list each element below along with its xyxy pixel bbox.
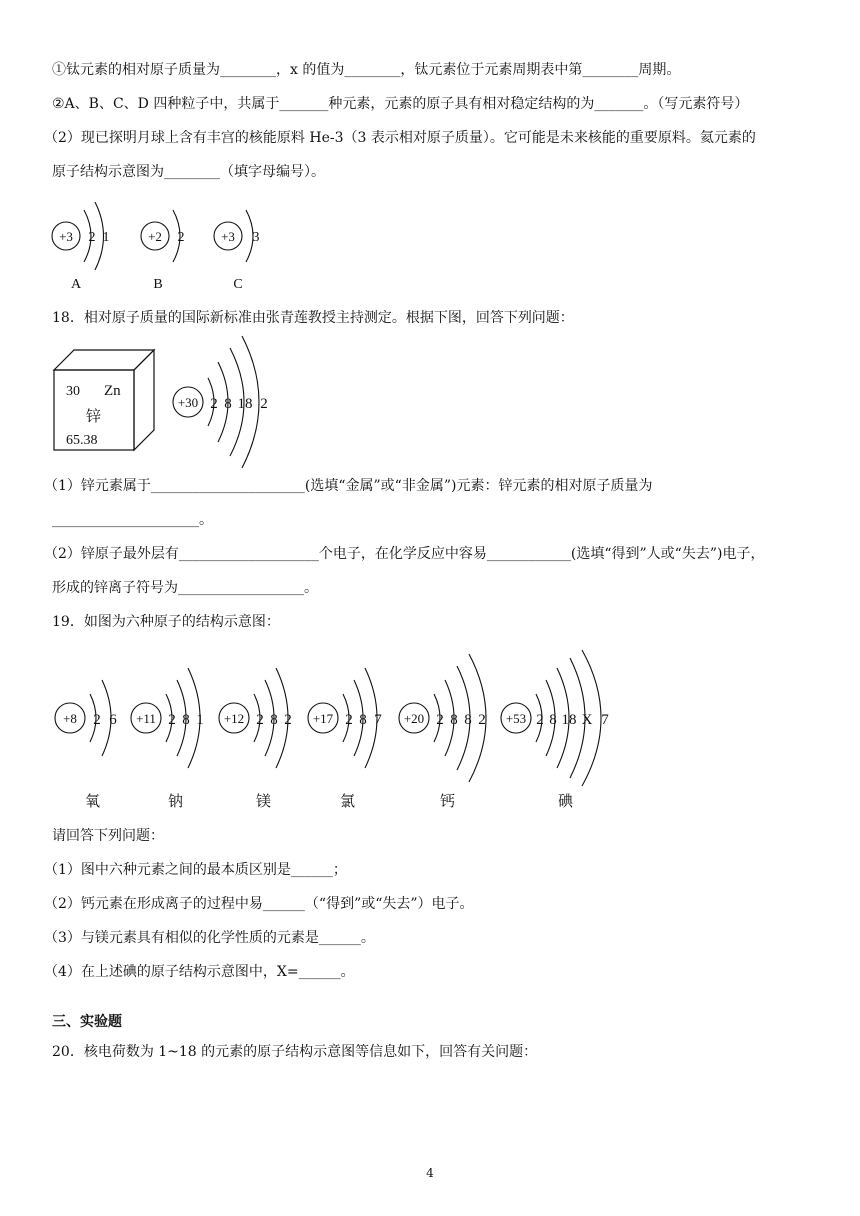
iodine-shell-2: 8 bbox=[549, 712, 557, 728]
he3-question-line: （2）现已探明月球上含有丰宫的核能原料 He-3（3 表示相对原子质量）。它可能是未来核能的重要原料。氦元素的 bbox=[44, 130, 756, 146]
sodium-shell-1: 2 bbox=[168, 712, 176, 728]
option-c-nucleus: +3 bbox=[221, 229, 235, 244]
calcium-nucleus: +20 bbox=[403, 711, 425, 726]
option-a-shell-2: 1 bbox=[102, 230, 110, 245]
question-18-part-1: （1）锌元素属于______________________(选填“金属”或“非金属”)元素：锌元素的相对原子质量为 bbox=[44, 478, 653, 494]
iodine-shell-5: 7 bbox=[601, 712, 609, 728]
six-atoms-figure bbox=[50, 648, 630, 788]
option-c-shell-1: 3 bbox=[252, 230, 260, 245]
oxygen-shell-1: 2 bbox=[93, 712, 101, 728]
question-19-stem: 19．如图为六种原子的结构示意图： bbox=[52, 614, 280, 630]
magnesium-label: 镁 bbox=[256, 792, 272, 810]
question-19-intro: 请回答下列问题： bbox=[52, 828, 164, 844]
he3-question-line-2: 原子结构示意图为________（填字母编号）。 bbox=[52, 164, 325, 180]
oxygen-label: 氧 bbox=[85, 792, 101, 810]
iodine-atom-diagram bbox=[501, 650, 609, 786]
sodium-shell-3: 1 bbox=[196, 712, 204, 728]
question-18-part-2: （2）锌原子最外层有____________________个电子，在化学反应中容易____________(选填“得到”人或“失去”)电子， bbox=[44, 546, 765, 562]
option-b-shell-1: 2 bbox=[177, 230, 185, 245]
sodium-nucleus: +11 bbox=[136, 711, 156, 726]
iodine-nucleus: +53 bbox=[505, 711, 527, 726]
calcium-shell-2: 8 bbox=[450, 712, 458, 728]
oxygen-shell-2: 6 bbox=[109, 712, 117, 728]
zinc-shell-1: 2 bbox=[210, 396, 218, 412]
chlorine-label: 氯 bbox=[340, 792, 356, 810]
section-heading-experiment: 三、实验题 bbox=[52, 1014, 122, 1030]
magnesium-shell-2: 8 bbox=[270, 712, 278, 728]
iodine-shell-4: X bbox=[581, 712, 593, 728]
zinc-name: 锌 bbox=[86, 409, 102, 425]
sodium-atom-diagram bbox=[131, 668, 204, 768]
zinc-atom-diagram bbox=[168, 332, 278, 472]
calcium-shell-1: 2 bbox=[436, 712, 444, 728]
sodium-label: 钠 bbox=[168, 792, 184, 810]
option-b-letter: B bbox=[153, 277, 163, 292]
magnesium-shell-1: 2 bbox=[256, 712, 264, 728]
option-a-letter: A bbox=[70, 277, 82, 292]
iodine-label: 碘 bbox=[558, 792, 574, 810]
chlorine-shell-3: 7 bbox=[374, 712, 382, 728]
ti-question-line: ①钛元素的相对原子质量为________，x 的值为________，钛元素位于元素周期表中第________周期。 bbox=[52, 62, 681, 78]
chlorine-shell-1: 2 bbox=[345, 712, 353, 728]
chlorine-atom-diagram bbox=[308, 668, 382, 768]
zinc-shell-4: 2 bbox=[260, 396, 268, 412]
magnesium-nucleus: +12 bbox=[223, 711, 245, 726]
magnesium-atom-diagram bbox=[219, 668, 292, 768]
question-20-stem: 20．核电荷数为 1~18 的元素的原子结构示意图等信息如下，回答有关问题： bbox=[52, 1044, 538, 1060]
he-options-figure bbox=[48, 196, 288, 296]
zinc-shell-3: 18 bbox=[237, 396, 253, 412]
option-a-diagram bbox=[52, 202, 110, 292]
chlorine-shell-2: 8 bbox=[359, 712, 367, 728]
question-18-stem: 18．相对原子质量的国际新标准由张青莲教授主持测定。根据下图，回答下列问题： bbox=[52, 310, 574, 326]
option-c-letter: C bbox=[233, 277, 243, 292]
calcium-label: 钙 bbox=[440, 792, 456, 810]
calcium-shell-3: 8 bbox=[464, 712, 472, 728]
option-c-diagram bbox=[214, 210, 260, 292]
zinc-atomic-number: 30 bbox=[66, 384, 80, 399]
question-19-part-2: （2）钙元素在形成离子的过程中易______（“得到”或“失去”）电子。 bbox=[44, 896, 474, 912]
sodium-shell-2: 8 bbox=[182, 712, 190, 728]
question-19-part-3: （3）与镁元素具有相似的化学性质的元素是______。 bbox=[44, 930, 375, 946]
iodine-shell-3: 18 bbox=[561, 712, 577, 728]
question-18-part-1-blank: _____________________。 bbox=[52, 512, 213, 528]
calcium-atom-diagram bbox=[399, 654, 486, 782]
zinc-shell-2: 8 bbox=[224, 396, 232, 412]
question-19-part-4: （4）在上述碘的原子结构示意图中，X=______。 bbox=[44, 964, 355, 980]
option-b-diagram bbox=[141, 210, 185, 292]
option-b-nucleus: +2 bbox=[148, 229, 162, 244]
zinc-symbol: Zn bbox=[104, 383, 121, 399]
calcium-shell-4: 2 bbox=[478, 712, 486, 728]
zinc-atomic-mass: 65.38 bbox=[66, 433, 98, 448]
question-19-part-1: （1）图中六种元素之间的最本质区别是______； bbox=[44, 862, 347, 878]
oxygen-atom-diagram bbox=[55, 680, 117, 756]
option-a-shell-1: 2 bbox=[88, 230, 96, 245]
chlorine-nucleus: +17 bbox=[312, 711, 334, 726]
option-a-nucleus: +3 bbox=[59, 229, 73, 244]
question-18-part-2-cont: 形成的锌离子符号为__________________。 bbox=[52, 580, 318, 596]
magnesium-shell-3: 2 bbox=[284, 712, 292, 728]
particle-question-line: ②A、B、C、D 四种粒子中，共属于_______种元素，元素的原子具有相对稳定结构的为_______。（写元素符号） bbox=[52, 96, 749, 112]
zinc-element-card bbox=[52, 346, 162, 456]
page-number: 4 bbox=[426, 1166, 434, 1180]
oxygen-nucleus: +8 bbox=[63, 711, 77, 726]
iodine-shell-1: 2 bbox=[536, 712, 544, 728]
zinc-nucleus: +30 bbox=[177, 395, 199, 410]
